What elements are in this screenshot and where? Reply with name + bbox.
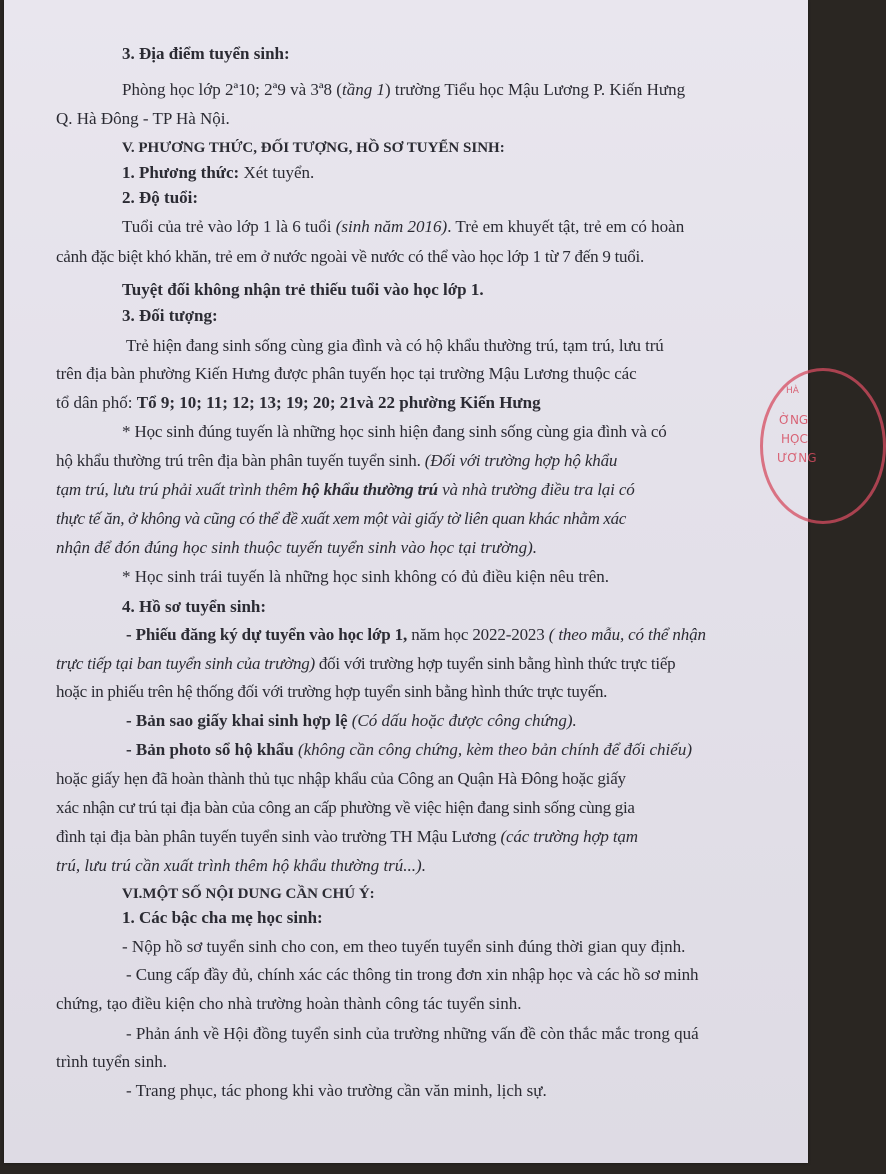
target-line-2: trên địa bàn phường Kiến Hưng được phân tuyến học tại trường Mậu Lương thuộc các [56,364,637,383]
birth-cert-line [126,710,577,732]
dossier-heading: 4. Hồ sơ tuyển sinh: [122,597,267,616]
section-3-heading: 3. Địa điểm tuyển sinh: [122,44,290,63]
in-zone-note: (Đối với trường hợp hộ khẩu [424,451,618,470]
section-vi-heading: VI.MỘT SỐ NỘI DUNG CẦN CHÚ Ý: [122,886,375,902]
household-book-line-4 [56,826,638,848]
in-zone-line-5: nhận để đón đúng học sinh thuộc tuyến tuyển sinh vào học tại trường). [56,538,538,557]
in-zone-line-3 [56,479,635,501]
location-line-2: Q. Hà Đông - TP Hà Nội. [56,109,230,128]
target-groups: Tổ 9; 10; 11; 12; 13; 19; 20; 21và 22 phường Kiến Hưng [136,393,541,412]
dossier-form-text: đối với trường hợp tuyển sinh bằng hình thức trực tiếp [314,654,676,673]
document-page [4,0,817,1163]
parents-heading: 1. Các bậc cha mẹ học sinh: [122,908,323,927]
household-book-text: đình tại địa bàn phân tuyến tuyển sinh vào trường TH Mậu Lương [56,827,501,846]
out-zone-line: * Học sinh trái tuyến là những học sinh không có đủ điều kiện nêu trên. [122,567,610,586]
method-label: 1. Phương thức: [122,163,240,182]
in-zone-note-3: và nhà trường điều tra lại có [437,480,635,499]
dossier-form-note-2: trực tiếp tại ban tuyển sinh của trường) [56,654,315,673]
location-school: ) trường Tiểu học Mậu Lương P. Kiến Hưng [384,80,686,99]
household-book-line-2: hoặc giấy hẹn đã hoàn thành thủ tục nhập khẩu của Công an Quận Hà Đông hoặc giấy [56,769,626,788]
parents-item-3-line-2: trình tuyển sinh. [56,1052,167,1071]
stamp-text-2: HỌC [781,432,808,446]
location-text: Phòng học lớp 2ª10; 2ª9 và 3ª8 ( [122,80,342,99]
target-line-1: Trẻ hiện đang sinh sống cùng gia đình và có hộ khẩu thường trú, tạm trú, lưu trú [126,336,664,355]
age-line-2: cảnh đặc biệt khó khăn, trẻ em ở nước ngoài về nước có thể vào học lớp 1 từ 7 đến 9 tuổi. [56,247,645,266]
school-year: năm học 2022-2023 [407,625,549,644]
dossier-form: - Phiếu đăng ký dự tuyển vào học lớp 1, [126,625,408,644]
birth-cert-note: (Có dấu hoặc được công chứng). [347,711,577,730]
target-line-3 [56,392,541,414]
dossier-form-note: ( theo mẫu, có thể nhận [548,625,706,644]
birth-year: (sinh năm 2016) [335,217,448,236]
in-zone-line-1: * Học sinh đúng tuyến là những học sinh hiện đang sinh sống cùng gia đình và có [122,422,667,441]
method-line [122,162,314,184]
household-book-line-5: trú, lưu trú cần xuất trình thêm hộ khẩu thường trú...). [56,856,426,875]
school-stamp [760,368,886,524]
dossier-form-line-1 [126,624,706,646]
permanent-household: hộ khẩu thường trú [301,480,438,499]
stamp-text-3: ƯƠNG [777,451,817,465]
in-zone-text: hộ khẩu thường trú trên địa bàn phân tuyến tuyển sinh. [56,451,425,470]
in-zone-line-4: thực tế ăn, ở không và cũng có thể đề xuất xem một vài giấy tờ liên quan khác nhằm xác [56,509,626,528]
age-text-end: . Trẻ em khuyết tật, trẻ em có hoàn [447,217,685,236]
parents-item-3-line-1: - Phản ánh về Hội đồng tuyển sinh của trường những vấn đề còn thắc mắc trong quá [126,1024,699,1043]
stamp-text-top: HÀ [786,386,799,396]
age-note: Tuyệt đối không nhận trẻ thiếu tuổi vào học lớp 1. [122,280,484,299]
parents-item-2-line-1: - Cung cấp đầy đủ, chính xác các thông tin trong đơn xin nhập học và các hồ sơ minh [126,965,699,984]
in-zone-line-2 [56,450,617,472]
age-line-1 [122,216,684,238]
household-book: - Bản photo sổ hộ khẩu [126,740,294,759]
parents-item-2-line-2: chứng, tạo điều kiện cho nhà trường hoàn thành công tác tuyển sinh. [56,994,522,1013]
in-zone-note-2: tạm trú, lưu trú phải xuất trình thêm [56,480,302,499]
target-groups-label: tổ dân phố: [56,393,137,412]
method-value: Xét tuyển. [239,163,315,182]
dossier-form-line-3: hoặc in phiếu trên hệ thống đối với trường hợp tuyển sinh bằng hình thức trực tuyến. [56,682,608,701]
parents-item-1: - Nộp hồ sơ tuyển sinh cho con, em theo tuyến tuyển sinh đúng thời gian quy định. [122,937,686,956]
household-book-line-3: xác nhận cư trú tại địa bàn của công an cấp phường về việc hiện đang sinh sống cùng gia [56,798,635,817]
dossier-form-line-2 [56,653,675,675]
age-text: Tuổi của trẻ vào lớp 1 là 6 tuổi [122,217,336,236]
household-book-line-1 [126,739,692,761]
parents-item-4: - Trang phục, tác phong khi vào trường cần văn minh, lịch sự. [126,1081,547,1100]
location-floor: tầng 1 [341,80,385,99]
household-book-note-2: (các trường hợp tạm [500,827,638,846]
stamp-text-1: ỜNG [779,413,809,427]
section-v-heading: V. PHƯƠNG THỨC, ĐỐI TƯỢNG, HỒ SƠ TUYỂN SINH: [122,140,505,156]
age-heading: 2. Độ tuổi: [122,188,199,207]
target-heading: 3. Đối tượng: [122,306,218,325]
location-line-1 [122,79,685,101]
household-book-note: (không cần công chứng, kèm theo bản chính để đối chiếu) [293,740,692,759]
birth-cert: - Bản sao giấy khai sinh hợp lệ [126,711,348,730]
